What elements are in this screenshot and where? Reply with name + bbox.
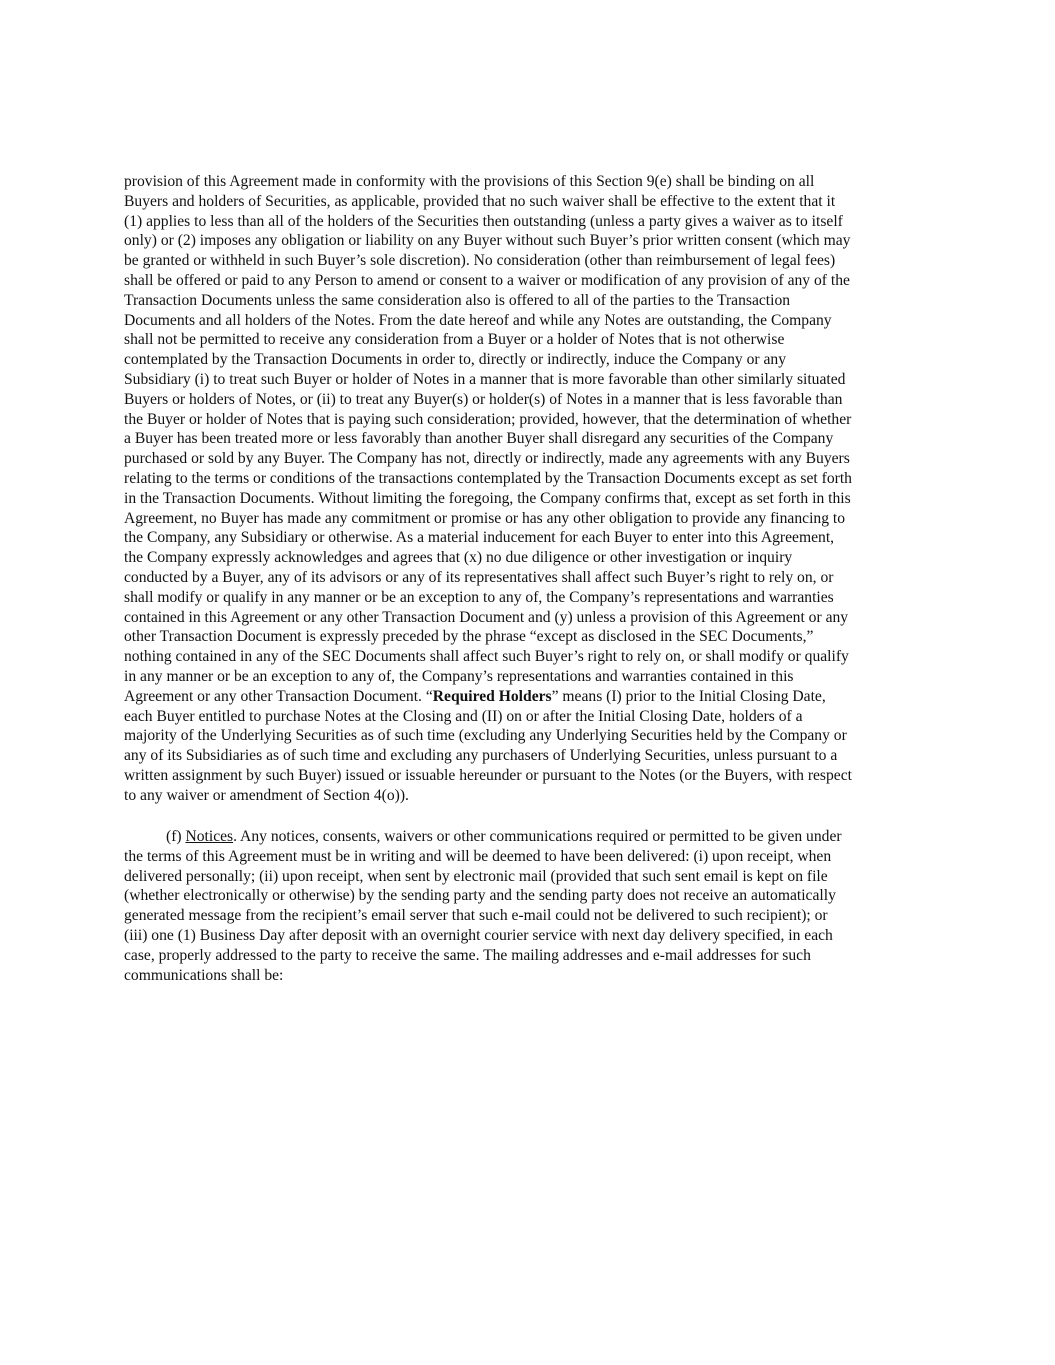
text-line: the Company, any Subsidiary or otherwise. As a material inducement for each Buyer to enter into this Agreement, [124, 529, 835, 547]
text-line: Transaction Documents unless the same consideration also is offered to all of the parties to the Transaction [124, 291, 791, 309]
text-line: shall modify or qualify in any manner or be an exception to any of, the Company’s representations and warranties [124, 588, 834, 606]
text-line: shall be offered or paid to any Person to amend or consent to a waiver or modification of any provision of any of the [124, 271, 850, 289]
text-line: communications shall be: [124, 966, 284, 984]
text-line: be granted or withheld in such Buyer’s sole discretion). No consideration (other than reimbursement of legal fees) [124, 252, 836, 270]
paragraph-notices [124, 827, 934, 985]
text-line: the terms of this Agreement must be in writing and will be deemed to have been delivered: (i) upon receipt, when [124, 847, 832, 865]
text-line: Agreement, no Buyer has made any commitment or promise or has any other obligation to provide any financing to [124, 509, 846, 527]
defined-term-required-holders: Required Holders [432, 687, 552, 705]
text-line: Documents and all holders of the Notes. From the date hereof and while any Notes are outstanding, the Company [124, 311, 832, 329]
text-line: the Buyer or holder of Notes that is paying such consideration; provided, however, that the determination of whether [124, 410, 852, 428]
text-line: Buyers and holders of Securities, as applicable, provided that no such waiver shall be effective to the extent that it [124, 192, 836, 210]
text-line: the Company expressly acknowledges and agrees that (x) no due diligence or other investigation or inquiry [124, 549, 793, 567]
text-line: any of its Subsidiaries as of such time and excluding any purchasers of Underlying Securities, unless pursuant to a [124, 747, 838, 765]
text-line: purchased or sold by any Buyer. The Company has not, directly or indirectly, made any agreements with any Buyers [124, 450, 850, 468]
text-line: conducted by a Buyer, any of its advisors or any of its representatives shall affect such Buyer’s right to rely on, or [124, 568, 834, 586]
text-line: contained in this Agreement or any other Transaction Document and (y) unless a provision of this Agreement or any [124, 608, 849, 626]
text-line: majority of the Underlying Securities as of such time (excluding any Underlying Securities held by the Company or [124, 727, 847, 745]
text-line: Subsidiary (i) to treat such Buyer or holder of Notes in a manner that is more favorable than other similarly situated [124, 370, 846, 388]
text-line: in any manner or be an exception to any of, the Company’s representations and warranties contained in this [124, 667, 794, 685]
text-line: only) or (2) imposes any obligation or liability on any Buyer without such Buyer’s prior written consent (which may [124, 232, 851, 250]
text-segment: . Any notices, consents, waivers or other communications required or permitted to be given under [233, 828, 842, 845]
text-line: a Buyer has been treated more or less favorably than another Buyer shall disregard any securities of the Company [124, 430, 834, 448]
text-line: each Buyer entitled to purchase Notes at the Closing and (II) on or after the Initial Closing Date, holders of a [124, 707, 803, 725]
text-line: (1) applies to less than all of the holders of the Securities then outstanding (unless a party gives a waiver as to itself [124, 212, 843, 230]
section-heading-notices: Notices [185, 828, 234, 845]
text-line: case, properly addressed to the party to receive the same. The mailing addresses and e-mail addresses for such [124, 946, 811, 964]
text-line: in the Transaction Documents. Without limiting the foregoing, the Company confirms that, except as set forth in this [124, 489, 851, 507]
text-line: shall not be permitted to receive any consideration from a Buyer or a holder of Notes that is not otherwise [124, 331, 785, 349]
section-label: (f) [166, 828, 186, 845]
text-line: (whether electronically or otherwise) by the sending party and the sending party does not receive an automatically [124, 887, 836, 905]
text-line: nothing contained in any of the SEC Documents shall affect such Buyer’s right to rely on, or shall modify or qualify [124, 648, 849, 666]
text-line: (iii) one (1) Business Day after deposit with an overnight courier service with next day delivery specified, in each [124, 926, 833, 944]
text-line: other Transaction Document is expressly preceded by the phrase “except as disclosed in the SEC Documents,” [124, 628, 814, 646]
text-line: Buyers or holders of Notes, or (ii) to treat any Buyer(s) or holder(s) of Notes in a manner that is less favorable than [124, 390, 843, 408]
text-line: to any waiver or amendment of Section 4(o)). [124, 786, 409, 804]
notices-first-line [124, 827, 934, 847]
text-line-required-holders [124, 687, 934, 707]
text-line: contemplated by the Transaction Documents in order to, directly or indirectly, induce the Company or any [124, 351, 786, 369]
text-segment: ” means (I) prior to the Initial Closing Date, [551, 687, 826, 705]
paragraph-waiver-provisions [124, 172, 934, 806]
text-line: relating to the terms or conditions of the transactions contemplated by the Transaction Documents except as set forth [124, 469, 852, 487]
text-line: provision of this Agreement made in conformity with the provisions of this Section 9(e) shall be binding on all [124, 173, 815, 190]
text-line: written assignment by such Buyer) issued or issuable hereunder or pursuant to the Notes (or the Buyers, with respect [124, 766, 852, 784]
text-line: delivered personally; (ii) upon receipt, when sent by electronic mail (provided that such sent email is kept on file [124, 867, 828, 885]
text-line: generated message from the recipient’s email server that such e-mail could not be delivered to such recipient); or [124, 907, 828, 925]
text-segment: Agreement or any other Transaction Document. “ [124, 687, 433, 705]
